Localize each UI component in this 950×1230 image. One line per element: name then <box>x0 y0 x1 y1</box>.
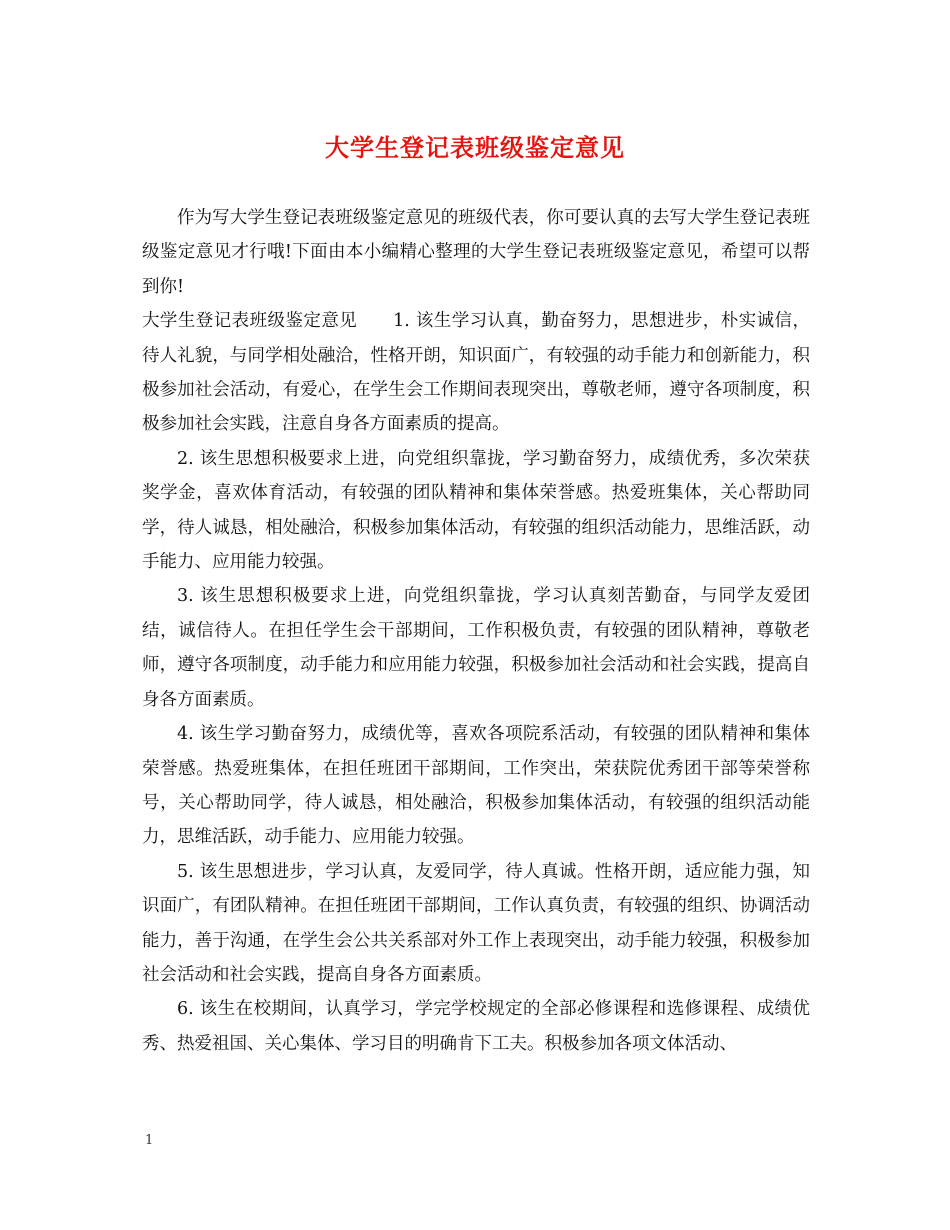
paragraph-5: 5. 该生思想进步，学习认真，友爱同学，待人真诚。性格开朗，适应能力强，知识面广，有团队精神。在担任班团干部期间，工作认真负责，有较强的组织、协调活动能力，善于沟通，在学生会公共关系部对外工作上表现突出，动手能力较强，积极参加社会活动和社会实践，提高自身各方面素质。 <box>142 861 810 985</box>
intro-paragraph: 作为写大学生登记表班级鉴定意见的班级代表，你可要认真的去写大学生登记表班级鉴定意见才行哦!下面由本小编精心整理的大学生登记表班级鉴定意见，希望可以帮到你! <box>142 208 810 297</box>
document-body <box>142 201 810 1061</box>
document-title: 大学生登记表班级鉴定意见 <box>325 134 625 162</box>
page-number: 1 <box>145 1133 154 1148</box>
paragraph-3: 3. 该生思想积极要求上进，向党组织靠拢，学习认真刻苦勤奋，与同学友爱团结，诚信待人。在担任学生会干部期间，工作积极负责，有较强的团队精神，尊敬老师，遵守各项制度，动手能力和应用能力较强，积极参加社会活动和社会实践，提高自身各方面素质。 <box>142 586 810 710</box>
paragraph-1: 大学生登记表班级鉴定意见 1. 该生学习认真，勤奋努力，思想进步，朴实诚信，待人礼貌，与同学相处融洽，性格开朗，知识面广，有较强的动手能力和创新能力，积极参加社会活动，有爱心，在学生会工作期间表现突出，尊敬老师，遵守各项制度，积极参加社会实践，注意自身各方面素质的提高。 <box>142 311 810 435</box>
paragraph-2: 2. 该生思想积极要求上进，向党组织靠拢，学习勤奋努力，成绩优秀，多次荣获奖学金，喜欢体育活动，有较强的团队精神和集体荣誉感。热爱班集体，关心帮助同学，待人诚恳，相处融洽，积极参加集体活动，有较强的组织活动能力，思维活跃，动手能力、应用能力较强。 <box>142 448 810 573</box>
paragraph-4: 4. 该生学习勤奋努力，成绩优等，喜欢各项院系活动，有较强的团队精神和集体荣誉感。热爱班集体，在担任班团干部期间，工作突出，荣获院优秀团干部等荣誉称号，关心帮助同学，待人诚恳，相处融洽，积极参加集体活动，有较强的组织活动能力，思维活跃，动手能力、应用能力较强。 <box>142 724 810 848</box>
paragraph-6: 6. 该生在校期间，认真学习，学完学校规定的全部必修课程和选修课程、成绩优秀、热爱祖国、关心集体、学习目的明确肯下工夫。积极参加各项文体活动、 <box>142 999 810 1054</box>
